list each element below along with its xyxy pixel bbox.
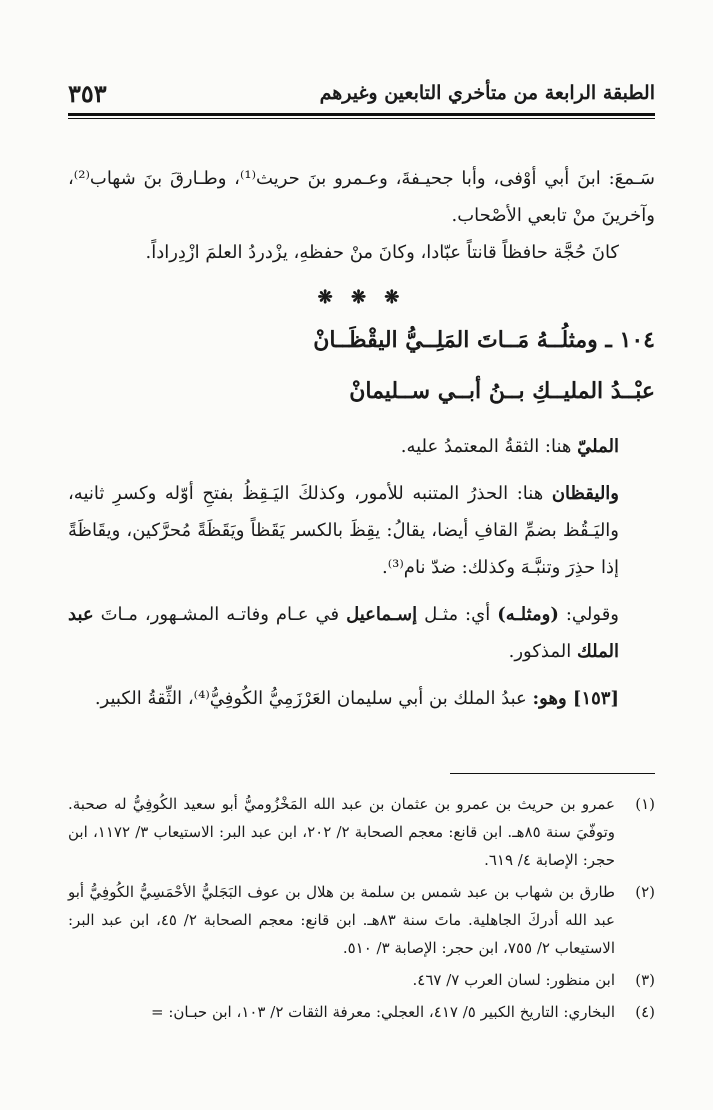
footnote-number: (٤) bbox=[635, 1003, 655, 1021]
footnote-text: طارق بن شهاب بن عبد شمس بن سلمة بن هلال بن عوف البَجَليُّ الأحْمَسِيُّ الكُوفِيُّ أبو عبد الله أدركَ الجاهلية. ماتَ سنة ٨٣هـ. ابن قانع: معجم الصحابة ٢/ ٤٥، ابن عبد البر: الاستيعاب ٢/ ٧٥٥، ابن حجر: الإصابة ٣/ ٥١٠. bbox=[68, 883, 615, 957]
header-rule-thin bbox=[68, 118, 655, 119]
footnote-text: عمرو بن حريث بن عمرو بن عثمان بن عبد الله المَخْزُوميُّ أبو سعيد الكُوفِيُّ له صحبة. وتوفّيَ سنة ٨٥هـ. ابن قانع: معجم الصحابة ٢/ ٢٠٢، ابن عبد البر: الاستيعاب ٣/ ١١٧٢، ابن حجر: الإصابة ٤/ ٦١٩. bbox=[68, 795, 615, 869]
text-segment: وقولي: bbox=[558, 604, 619, 625]
entry-heading: ١٠٤ ـ ومثلُــهُ مَــاتَ المَلِــيُّ اليقْظَــانْ bbox=[313, 327, 655, 353]
text-segment: في عـام وفاتـه المشـهور، مـاتَ bbox=[93, 604, 347, 625]
name-abd-al-malik: عبد الملك bbox=[68, 604, 619, 662]
term-alyaqzan: واليقظان bbox=[551, 483, 619, 504]
footnote-text: البخاري: التاريخ الكبير ٥/ ٤١٧، العجلي: معرفة الثقات ٢/ ١٠٣، ابن حبـان: = bbox=[151, 1003, 615, 1021]
footnote-item bbox=[68, 966, 655, 994]
page-number: ٣٥٣ bbox=[68, 78, 107, 108]
header-rule-thick bbox=[68, 113, 655, 116]
text-segment: المذكور. bbox=[508, 641, 577, 662]
paragraph-alyaqzan bbox=[68, 475, 655, 586]
footnote-item bbox=[68, 998, 655, 1026]
footnote-separator bbox=[450, 773, 655, 774]
name-ismail: إسـماعيل bbox=[346, 604, 418, 625]
entry-153-text: عبدُ الملك بن أبي سليمان العَرْزَمِيُّ الكُوفِيُّ⁽⁴⁾، الثِّقةُ الكبير. bbox=[94, 688, 533, 709]
section-divider-stars: ❋ ❋ ❋ bbox=[317, 287, 406, 308]
quoted-phrase: (ومثلـه) bbox=[497, 604, 559, 625]
paragraph-wa-mithluhu bbox=[68, 596, 655, 670]
paragraph-heard-from: سَـمعَ: ابنَ أبي أوْفى، وأبا جحيـفةَ، وعـمرو بنَ حريث⁽¹⁾، وطـارقَ بنَ شهاب⁽²⁾، وآخرينَ منْ تابعي الأصْحاب. bbox=[68, 168, 655, 226]
entry-number-153: [١٥٣] وهو: bbox=[532, 688, 619, 709]
text-segment: أي: مثـل bbox=[417, 604, 498, 625]
entry-name: عبْــدُ المليــكِ بــنُ أبــي ســليمانْ bbox=[349, 378, 655, 404]
footnote-number: (١) bbox=[635, 795, 655, 813]
term-almali: المليّ bbox=[577, 436, 619, 457]
footnotes bbox=[68, 790, 655, 1030]
paragraph-entry-153 bbox=[68, 680, 655, 717]
paragraph-description: كانَ حُجَّة حافظاً قانتاً عبّادا، وكانَ منْ حفظهِ، يزْدردُ العلمَ ازْدِراداً. bbox=[145, 242, 619, 263]
footnote-number: (٣) bbox=[635, 971, 655, 989]
running-title: الطبقة الرابعة من متأخري التابعين وغيرهم bbox=[319, 82, 655, 104]
definition-almali: هنا: الثقةُ المعتمدُ عليه. bbox=[400, 436, 578, 457]
footnote-number: (٢) bbox=[635, 883, 655, 901]
footnote-text: ابن منظور: لسان العرب ٧/ ٤٦٧. bbox=[412, 971, 615, 989]
main-text bbox=[68, 160, 655, 717]
definition-alyaqzan: هنا: الحذرُ المتنبه للأمور، وكذلكَ اليَـقِظُ بفتحِ أوّله وكسرِ ثانيه، واليَـقُظ بضمِّ القافِ أيضا، يقالُ: يقِظَ بالكسر يَقَظاً ويَقَظَةً مُحرَّكين، ويقَاظَةً إذا حذِرَ وتنبَّـهَ وكذلك: ضدّ نام⁽³⁾. bbox=[68, 483, 619, 578]
running-header bbox=[68, 78, 655, 108]
paragraph-almali bbox=[68, 428, 655, 465]
footnote-item bbox=[68, 790, 655, 874]
footnote-item bbox=[68, 878, 655, 962]
